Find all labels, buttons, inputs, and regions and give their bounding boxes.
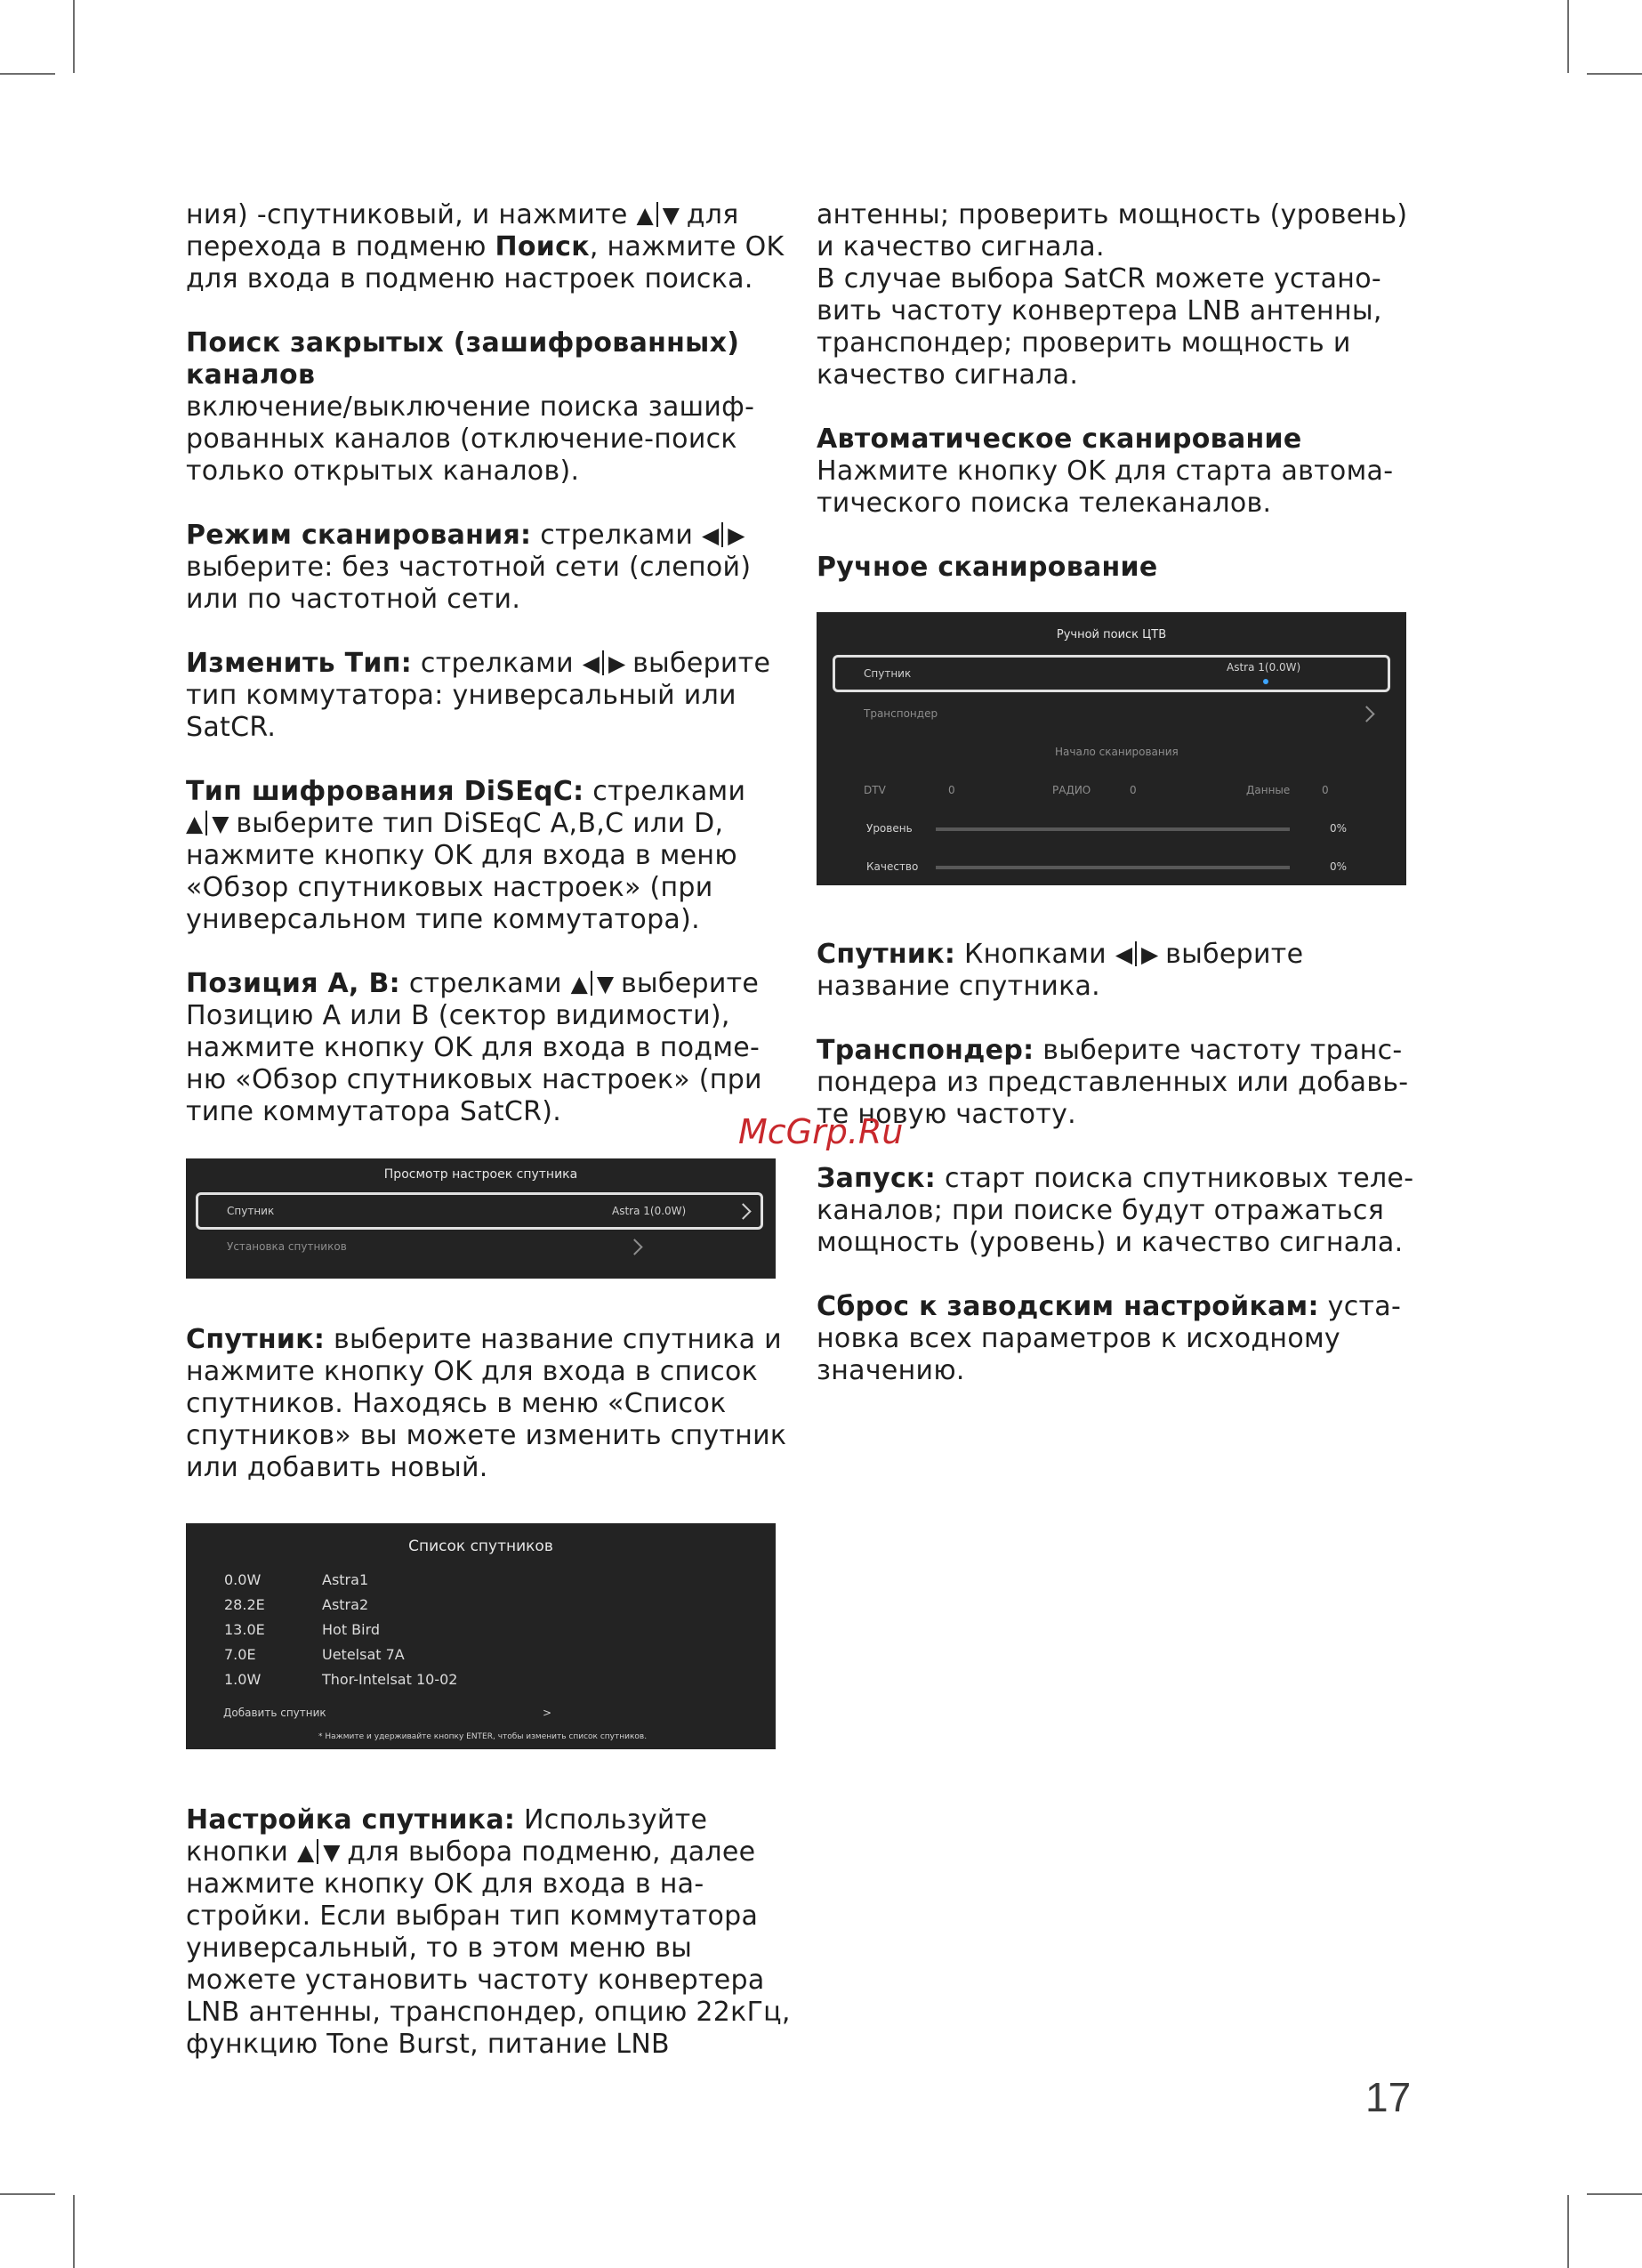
crop-mark <box>0 73 55 75</box>
text: выберите: без частотной сети (слепой) или по частотной сети. <box>186 552 752 615</box>
start-scan-label[interactable]: Начало сканирования <box>1055 746 1179 758</box>
heading: Ручное сканирование <box>817 552 1158 583</box>
screen-title: Список спутников <box>408 1538 553 1555</box>
up-down-arrows-icon: ▲ ▼ <box>186 811 228 836</box>
text: выберите название спутника и нажмите кнопку OK для входа в список спутников. Находясь в меню «Список спутников» вы можете изменить спутник или добавить новый. <box>186 1324 787 1483</box>
screen-title: Просмотр настроек спутника <box>383 1167 578 1182</box>
heading: Тип шифрования DiSEqC: <box>186 776 584 807</box>
heading: Спутник: <box>817 939 956 970</box>
bold-text: Поиск <box>495 231 590 262</box>
crop-mark <box>73 2195 75 2268</box>
chevron-right-icon <box>626 1239 642 1255</box>
satellite-label: Спутник <box>864 667 912 680</box>
quality-label: Качество <box>866 860 919 873</box>
paragraph <box>817 939 1421 1003</box>
paragraph <box>817 199 1421 391</box>
footnote: * Нажмите и удерживайте кнопку ENTER, чтобы изменить список спутников. <box>318 1732 648 1741</box>
dtv-value: 0 <box>948 784 955 796</box>
satellite-list-screen <box>186 1523 776 1749</box>
paragraph <box>186 199 791 295</box>
heading: Позиция А, В: <box>186 968 400 999</box>
text: включение/выключение поиска зашиф-рованных каналов (отключение-поиск только открытых каналов). <box>186 391 755 487</box>
heading: Запуск: <box>817 1163 937 1194</box>
paragraph <box>186 520 791 616</box>
quality-value: 0% <box>1330 860 1348 873</box>
paragraph <box>186 327 791 488</box>
left-column <box>186 199 791 1160</box>
up-down-arrows-icon: ▲ ▼ <box>570 971 613 997</box>
satellite-list <box>224 1568 457 1692</box>
heading: Режим сканирования: <box>186 520 532 551</box>
paragraph <box>817 424 1421 520</box>
list-item[interactable] <box>224 1593 457 1618</box>
right-column-lower <box>817 939 1421 1419</box>
sat-name: Uetelsat 7A <box>322 1646 405 1663</box>
left-column-lower <box>186 1324 791 1516</box>
satellite-settings-screen <box>186 1158 776 1279</box>
heading: Поиск закрытых (зашифрованных) каналов <box>186 327 740 391</box>
paragraph <box>817 1035 1421 1131</box>
heading: Изменить Тип: <box>186 648 413 679</box>
heading: Автоматическое сканирование <box>817 424 1302 455</box>
crop-mark <box>73 0 75 73</box>
sat-position: 0.0W <box>224 1571 262 1588</box>
left-right-arrows-icon: ◀ ▶ <box>1115 941 1157 967</box>
satellite-value: Astra 1(0.0W) <box>1227 661 1301 674</box>
text: стрелками <box>540 520 694 551</box>
sat-position: 1.0W <box>224 1671 262 1688</box>
list-item[interactable] <box>224 1618 457 1642</box>
left-right-arrows-icon: ◀ ▶ <box>702 522 744 548</box>
up-down-arrows-icon: ▲ ▼ <box>636 202 678 228</box>
radio-value: 0 <box>1130 784 1137 796</box>
sat-name: Astra2 <box>322 1596 369 1613</box>
transponder-label[interactable]: Транспондер <box>864 707 938 720</box>
text: старт поиска спутниковых теле-каналов; при поиске будут отражаться мощность (уровень) и качество сигнала. <box>817 1163 1414 1258</box>
crop-mark <box>1587 2193 1642 2195</box>
text: уста-новка всех параметров к исходному значению. <box>817 1291 1402 1386</box>
paragraph <box>817 1163 1421 1259</box>
add-satellite-arrow[interactable]: > <box>543 1707 552 1719</box>
paragraph <box>186 1324 791 1484</box>
list-item[interactable] <box>224 1667 457 1692</box>
text: стрелками <box>408 968 562 999</box>
crop-mark <box>1567 2195 1569 2268</box>
page-number: 17 <box>1365 2074 1412 2120</box>
paragraph <box>186 1804 791 2061</box>
level-value: 0% <box>1330 822 1348 835</box>
heading: Настройка спутника: <box>186 1804 516 1836</box>
left-right-arrows-icon: ◀ ▶ <box>582 650 624 676</box>
dtv-label: DTV <box>864 784 886 796</box>
text: выберите частоту транс-пондера из представленных или добавь-те новую частоту. <box>817 1035 1409 1130</box>
satellite-value: Astra 1(0.0W) <box>612 1205 687 1217</box>
data-label: Данные <box>1246 784 1291 796</box>
chevron-right-icon <box>735 1203 751 1219</box>
chevron-right-icon <box>1358 706 1374 722</box>
text: , нажмите OK для входа в подменю настроек поиска. <box>186 231 785 295</box>
paragraph <box>186 776 791 936</box>
text: ния) -спутниковый, и нажмите <box>186 199 628 230</box>
screen-title: Ручной поиск ЦТВ <box>1056 628 1167 642</box>
text: выберите название спутника. <box>817 939 1304 1002</box>
sat-position: 7.0E <box>224 1646 256 1663</box>
list-item[interactable] <box>224 1642 457 1667</box>
text: для перехода в подменю <box>186 199 739 262</box>
text: выберите тип DiSEqC A,B,C или D, нажмите кнопку OK для входа в меню «Обзор спутниковых настроек» (при универсальном типе коммутатора). <box>186 808 737 935</box>
satellite-row[interactable] <box>196 1192 763 1230</box>
left-column-bottom <box>186 1804 791 2093</box>
text: Нажмите кнопку OK для старта автома-тического поиска телеканалов. <box>817 456 1394 519</box>
text: антенны; проверить мощность (уровень) и качество сигнала. <box>817 199 1408 262</box>
text: В случае выбора SatCR можете устано-вить частоту конвертера LNB антенны, транспондер; проверить мощность и качество сигнала. <box>817 263 1382 391</box>
satellite-label: Спутник <box>227 1205 275 1217</box>
crop-mark <box>1587 73 1642 75</box>
heading: Сброс к заводским настройкам: <box>817 1291 1319 1322</box>
add-satellite-label[interactable]: Добавить спутник <box>223 1707 326 1719</box>
satellite-row[interactable] <box>833 655 1390 692</box>
radio-label: РАДИО <box>1052 784 1091 796</box>
text: Используйте кнопки <box>186 1804 708 1868</box>
sat-name: Astra1 <box>322 1571 369 1588</box>
manual-scan-screen <box>817 612 1406 885</box>
text: выберите Позицию А или В (сектор видимости), нажмите кнопку OK для входа в подме-ню «Обзор спутниковых настроек» (при типе коммутатора SatCR). <box>186 968 762 1127</box>
paragraph <box>817 1291 1421 1387</box>
watermark: McGrp.Ru <box>738 1112 904 1151</box>
crop-mark <box>1567 0 1569 73</box>
text: для выбора подменю, далее нажмите кнопку OK для входа в на-стройки. Если выбран тип коммутатора универсальный, то в этом меню вы можете установить частоту конвертера LNB антенны, транспондер, опцию 22кГц, функцию Tone Burst, питание LNB <box>186 1836 791 2060</box>
right-column <box>817 199 1421 616</box>
sat-position: 28.2E <box>224 1596 265 1613</box>
quality-bar <box>936 866 1290 869</box>
data-value: 0 <box>1322 784 1329 796</box>
up-down-arrows-icon: ▲ ▼ <box>296 1839 339 1865</box>
heading: Спутник: <box>186 1324 326 1355</box>
paragraph <box>817 552 1421 584</box>
level-bar <box>936 827 1290 831</box>
list-item[interactable] <box>224 1568 457 1593</box>
sat-position: 13.0E <box>224 1621 265 1638</box>
paragraph <box>186 648 791 744</box>
text: стрелками <box>420 648 574 679</box>
level-label: Уровень <box>866 822 913 835</box>
text: Кнопками <box>964 939 1107 970</box>
sat-name: Hot Bird <box>322 1621 381 1638</box>
text: стрелками <box>592 776 746 807</box>
selection-dot <box>1263 679 1268 684</box>
heading: Транспондер: <box>817 1035 1034 1066</box>
text: выберите тип коммутатора: универсальный или SatCR. <box>186 648 771 743</box>
sat-name: Thor-Intelsat 10-02 <box>322 1671 458 1688</box>
crop-mark <box>0 2193 55 2195</box>
paragraph <box>186 968 791 1128</box>
install-satellites-label[interactable]: Установка спутников <box>227 1240 347 1253</box>
